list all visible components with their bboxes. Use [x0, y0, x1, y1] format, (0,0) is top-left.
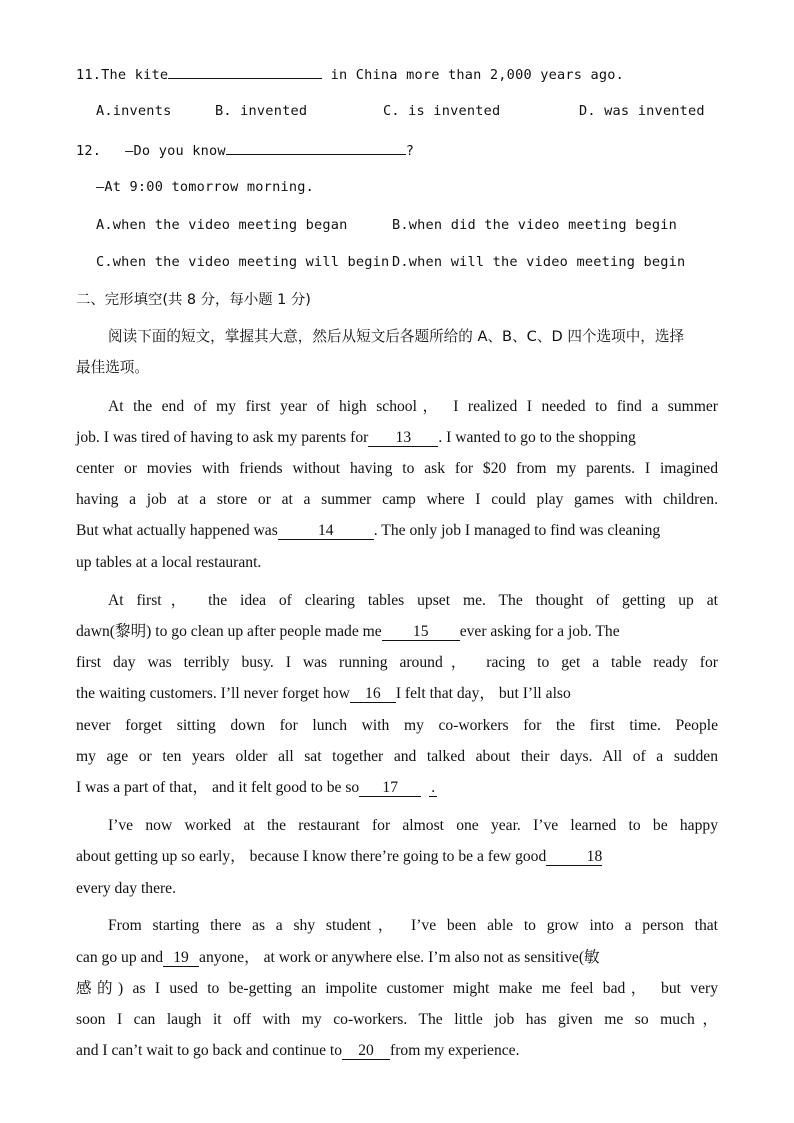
- p1-line-2-start: job. I was tired of having to ask my parents for: [76, 429, 369, 446]
- p4-line-2-end: anyone， at work or anywhere else. I’m also not as sensitive(敏: [199, 949, 600, 966]
- passage-p1-line-3: center or movies with friends without having to ask for $20 from my parents. I imagined: [76, 460, 718, 477]
- blank-17: 17: [359, 779, 421, 797]
- q11-answer-blank: [168, 63, 322, 79]
- passage-p4-line-1: From starting there as a shy student， I’ve been able to grow into a person that: [108, 917, 718, 934]
- q12-option-d: D.when will the video meeting begin: [392, 254, 686, 270]
- passage-p2-line-3: first day was terribly busy. I was running around， racing to get a table ready for: [76, 654, 718, 671]
- passage-p2-line-4: [76, 684, 571, 704]
- p2-line-7-end: .: [429, 779, 437, 797]
- p4-line-5-end: from my experience.: [390, 1042, 520, 1059]
- section-instruction-line-2: 最佳选项。: [76, 359, 149, 376]
- q12-answer-blank: [226, 139, 406, 155]
- blank-19: 19: [163, 949, 199, 967]
- passage-p2-line-7: [76, 778, 437, 798]
- q11-stem-end: in China more than 2,000 years ago.: [322, 67, 625, 83]
- passage-p3-line-3: every day there.: [76, 880, 177, 897]
- passage-p3-line-1: I’ve now worked at the restaurant for almost one year. I’ve learned to be happy: [108, 817, 718, 834]
- blank-13: 13: [368, 429, 438, 447]
- section-heading: 二、完形填空(共 8 分，每小题 1 分): [76, 292, 311, 308]
- p1-line-2-end: . I wanted to go to the shopping: [438, 429, 636, 446]
- passage-p1-line-5: [76, 521, 660, 541]
- q11-option-d: D. was invented: [579, 103, 705, 119]
- passage-p2-line-5: never forget sitting down for lunch with my co-workers for the first time. People: [76, 717, 718, 734]
- p2-line-2-start: dawn(黎明) to go clean up after people made me: [76, 623, 382, 640]
- blank-18: 18: [546, 848, 602, 866]
- q12-option-b: B.when did the video meeting begin: [392, 217, 678, 233]
- p3-line-2-start: about getting up so early， because I know there’re going to be a few good: [76, 848, 547, 865]
- q11-stem-start: 11.The kite: [76, 67, 169, 83]
- p4-line-5-start: and I can’t wait to go back and continue to: [76, 1042, 343, 1059]
- blank-20: 20: [342, 1042, 390, 1060]
- section-instruction-line-1: 阅读下面的短文，掌握其大意，然后从短文后各题所给的 A、B、C、D 四个选项中，选择: [108, 328, 685, 345]
- p2-line-4-start: the waiting customers. I’ll never forget how: [76, 685, 350, 702]
- passage-p1-line-1: At the end of my first year of high school， I realized I needed to find a summer: [108, 398, 718, 415]
- passage-p4-line-3: 感的) as I used to be-getting an impolite customer might make me feel bad， but very: [76, 980, 718, 997]
- blank-15: 15: [382, 623, 460, 641]
- passage-p1-line-4: having a job at a store or at a summer camp where I could play games with children.: [76, 491, 718, 508]
- q11-option-c: C. is invented: [383, 103, 501, 119]
- passage-p1-line-2: [76, 428, 636, 448]
- q12-answer-line: —At 9:00 tomorrow morning.: [96, 179, 314, 195]
- p1-line-5-start: But what actually happened was: [76, 522, 278, 539]
- q11-option-a: A.invents: [96, 103, 172, 119]
- p1-line-5-end: . The only job I managed to find was cleaning: [373, 522, 661, 539]
- passage-p4-line-2: [76, 948, 600, 968]
- passage-p2-line-6: my age or ten years older all sat together and talked about their days. All of a sudden: [76, 748, 718, 765]
- question-11-stem: [76, 63, 624, 85]
- blank-16: 16: [350, 685, 396, 703]
- passage-p2-line-1: At first， the idea of clearing tables upset me. The thought of getting up at: [108, 592, 718, 609]
- q12-number: 12.: [76, 143, 102, 159]
- passage-p4-line-5: [76, 1041, 520, 1061]
- p2-line-2-end: ever asking for a job. The: [459, 623, 620, 640]
- p2-line-4-end: I felt that day， but I’ll also: [395, 685, 571, 702]
- p4-line-2-start: can go up and: [76, 949, 164, 966]
- blank-14: 14: [278, 522, 374, 540]
- q12-stem-end: ?: [405, 143, 415, 159]
- p2-line-7-start: I was a part of that， and it felt good to be so: [76, 779, 360, 796]
- q12-option-a: A.when the video meeting began: [96, 217, 348, 233]
- passage-p3-line-2: [76, 847, 602, 867]
- question-12-stem: [76, 139, 414, 161]
- passage-p2-line-2: [76, 622, 620, 642]
- q11-option-b: B. invented: [215, 103, 308, 119]
- passage-p1-line-6: up tables at a local restaurant.: [76, 554, 262, 571]
- q12-stem-start: —Do you know: [125, 143, 226, 159]
- q12-option-c: C.when the video meeting will begin: [96, 254, 390, 270]
- passage-p4-line-4: soon I can laugh it off with my co-workers. The little job has given me so much，: [76, 1011, 718, 1028]
